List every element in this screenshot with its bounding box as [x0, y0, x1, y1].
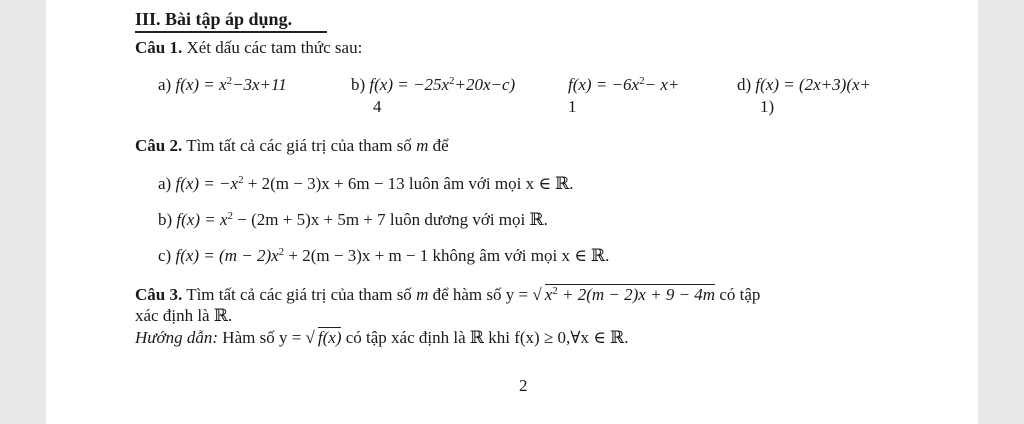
q1-c-exponent: 2 — [639, 75, 645, 87]
question-2-text: Tìm tất cả các giá trị của tham số — [186, 136, 412, 155]
question-3-label: Câu 3. — [135, 285, 183, 304]
q1-item-b — [351, 75, 515, 95]
sqrt-symbol: √ — [532, 285, 542, 304]
q2-b-label: b) — [158, 210, 173, 229]
question-2-text-end: để — [432, 136, 449, 155]
q1-c-formula: f(x) = −6x — [568, 75, 640, 94]
q2-b-formula-rest: − (2m + 5)x + 5m + 7 luôn dương với mọi ℝ. — [237, 210, 548, 229]
q1-b-exponent: 2 — [449, 75, 455, 87]
hint-sqrt-symbol: √ — [305, 328, 315, 347]
q1-item-a — [158, 75, 287, 95]
hint-text: Hàm số y = — [222, 328, 302, 347]
q1-item-c — [568, 75, 679, 95]
q1-c-wrap: 1 — [568, 97, 577, 116]
question-1-heading — [135, 38, 362, 58]
q1-a-exponent: 2 — [226, 75, 233, 87]
question-3-variable: m — [416, 285, 429, 304]
q3-radicand-exponent: 2 — [552, 285, 558, 297]
section-title-underline — [135, 31, 327, 33]
question-3-line2: xác định là ℝ. — [135, 306, 233, 325]
q3-hint — [135, 328, 629, 348]
question-3-text-end: có tập — [719, 285, 761, 304]
q1-d-label: d) — [737, 75, 752, 94]
q2-c-exponent: 2 — [278, 246, 285, 258]
hint-radicand — [315, 328, 342, 348]
q1-a-formula-rest: −3x+11 — [232, 75, 287, 94]
q1-b-formula-rest: +20x−c) — [454, 75, 516, 94]
q2-item-b — [158, 210, 548, 230]
question-3-heading — [135, 285, 760, 305]
q1-d-wrap: 1) — [760, 97, 775, 116]
question-1-text: Xét dấu các tam thức sau: — [186, 38, 363, 57]
q1-b-wrap: 4 — [373, 97, 382, 116]
question-2-label: Câu 2. — [135, 136, 183, 155]
q2-a-exponent: 2 — [238, 174, 244, 186]
q1-b-formula: f(x) = −25x — [369, 75, 450, 94]
hint-label: Hướng dẫn: — [135, 328, 219, 347]
q2-a-formula: f(x) = −x — [175, 174, 239, 193]
q2-b-formula: f(x) = x — [176, 210, 228, 229]
q1-a-formula: f(x) = x — [175, 75, 227, 94]
q3-radicand-rest: + 2(m − 2)x + 9 − 4m — [562, 285, 716, 304]
q2-c-formula-rest: + 2(m − 3)x + m − 1 không âm với mọi x ∈ ℝ. — [288, 246, 610, 265]
q2-b-exponent: 2 — [227, 210, 234, 222]
q1-d-formula: f(x) = (2x+3)(x+ — [755, 75, 872, 94]
page-number: 2 — [519, 376, 528, 395]
q1-b-label: b) — [351, 75, 366, 94]
q3-radicand-var: x — [544, 285, 553, 304]
q3-radicand — [542, 285, 715, 305]
hint-radical-bar — [318, 327, 342, 328]
question-2-heading — [135, 136, 449, 156]
hint-radicand-text: f(x) — [317, 328, 342, 347]
q2-item-c — [158, 246, 609, 266]
question-3-text: Tìm tất cả các giá trị của tham số — [186, 285, 412, 304]
q1-c-formula-rest: − x+ — [644, 75, 680, 94]
q2-c-formula: f(x) = (m − 2)x — [175, 246, 279, 265]
radical-bar — [545, 284, 715, 285]
q2-c-label: c) — [158, 246, 172, 265]
section-title: III. Bài tập áp dụng. — [135, 9, 293, 29]
q2-a-formula-rest: + 2(m − 3)x + 6m − 13 luôn âm với mọi x ∈ ℝ. — [247, 174, 574, 193]
question-3-text-mid: để hàm số y = — [432, 285, 529, 304]
q1-a-label: a) — [158, 75, 172, 94]
q1-item-d — [737, 75, 871, 95]
q2-a-label: a) — [158, 174, 172, 193]
question-1-label: Câu 1. — [135, 38, 183, 57]
q2-item-a — [158, 174, 574, 194]
hint-text-end: có tập xác định là ℝ khi f(x) ≥ 0,∀x ∈ ℝ. — [345, 328, 629, 347]
question-2-variable: m — [416, 136, 429, 155]
